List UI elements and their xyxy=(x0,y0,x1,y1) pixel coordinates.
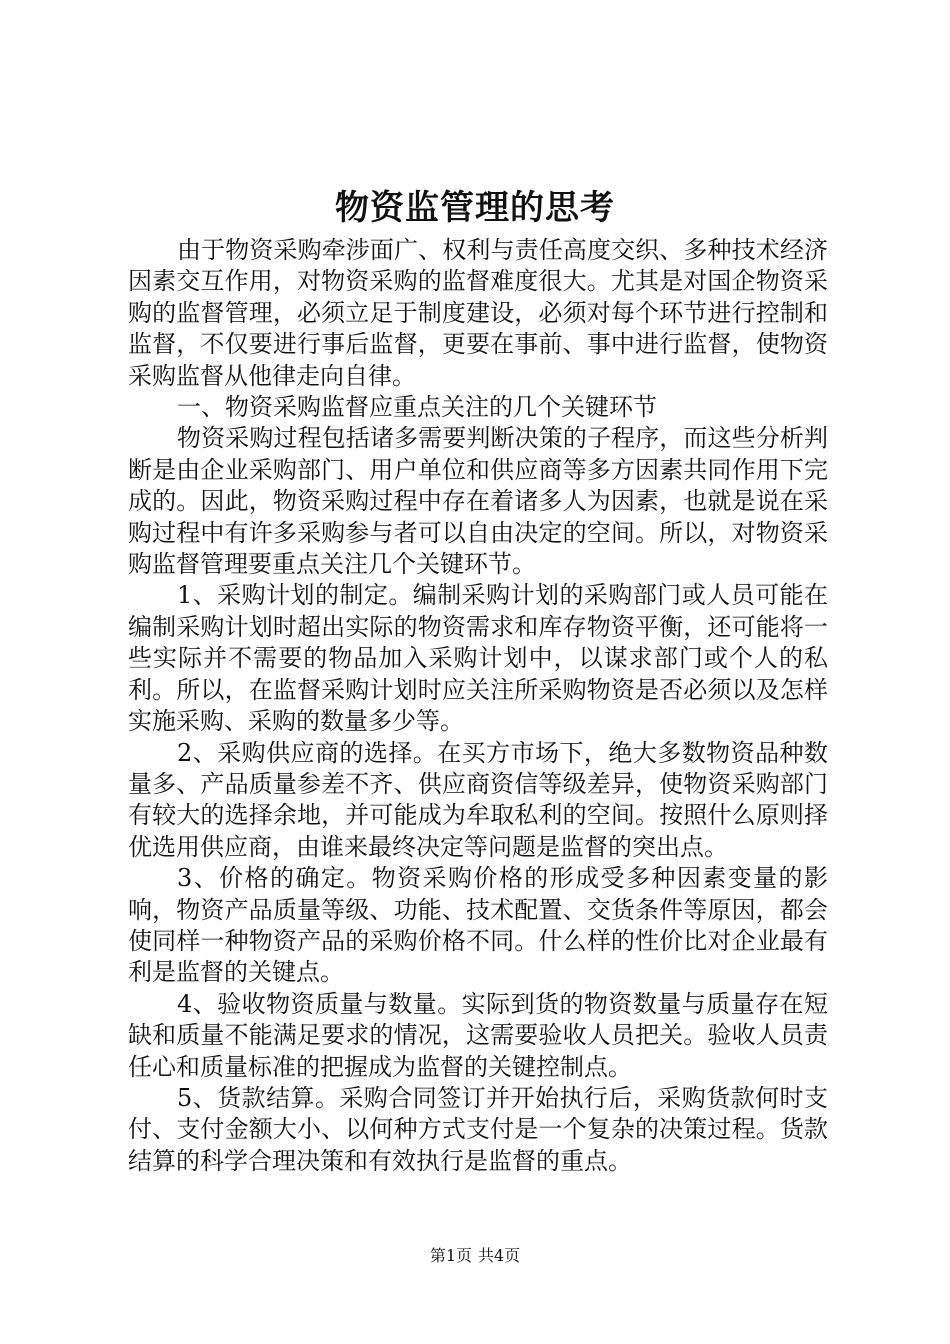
paragraph-item-5: 5、货款结算。采购合同签订并开始执行后，采购货款何时支付、支付金额大小、以何种方式支付是一个复杂的决策过程。货款结算的科学合理决策和有效执行是监督的重点。 xyxy=(128,1083,828,1175)
section-heading: 一、物资采购监督应重点关注的几个关键环节 xyxy=(177,393,657,422)
document-title: 物资监管理的思考 xyxy=(335,188,615,228)
page-number: 第1页 xyxy=(429,1246,472,1265)
paragraph-intro: 由于物资采购牵涉面广、权利与责任高度交织、多种技术经济因素交互作用，对物资采购的监督难度很大。尤其是对国企物资采购的监督管理，必须立足于制度建设，必须对每个环节进行控制和监督，不仅要进行事后监督，更要在事前、事中进行监督，使物资采购监督从他律走向自律。 xyxy=(128,236,828,390)
document-body xyxy=(128,235,828,1177)
paragraph-item-4: 4、验收物资质量与数量。实际到货的物资数量与质量存在短缺和质量不能满足要求的情况，这需要验收人员把关。验收人员责任心和质量标准的把握成为监督的关键控制点。 xyxy=(128,989,828,1081)
paragraph-item-2: 2、采购供应商的选择。在买方市场下，绝大多数物资品种数量多、产品质量参差不齐、供应商资信等级差异，使物资采购部门有较大的选择余地，并可能成为牟取私利的空间。按照什么原则择优选用供应商，由谁来最终决定等问题是监督的突出点。 xyxy=(128,738,828,861)
page-total: 共4页 xyxy=(478,1246,521,1265)
paragraph-overview: 物资采购过程包括诸多需要判断决策的子程序，而这些分析判断是由企业采购部门、用户单位和供应商等多方因素共同作用下完成的。因此，物资采购过程中存在着诸多人为因素，也就是说在采购过程中有许多采购参与者可以自由决定的空间。所以，对物资采购监督管理要重点关注几个关键环节。 xyxy=(128,424,828,579)
paragraph-item-3: 3、价格的确定。物资采购价格的形成受多种因素变量的影响，物资产品质量等级、功能、技术配置、交货条件等原因，都会使同样一种物资产品的采购价格不同。什么样的性价比对企业最有利是监督的关键点。 xyxy=(128,864,828,987)
paragraph-item-1: 1、采购计划的制定。编制采购计划的采购部门或人员可能在编制采购计划时超出实际的物资需求和库存物资平衡，还可能将一些实际并不需要的物品加入采购计划中，以谋求部门或个人的私利。所以，在监督采购计划时应关注所采购物资是否必须以及怎样实施采购、采购的数量多少等。 xyxy=(128,581,828,736)
page-footer xyxy=(0,1245,950,1267)
